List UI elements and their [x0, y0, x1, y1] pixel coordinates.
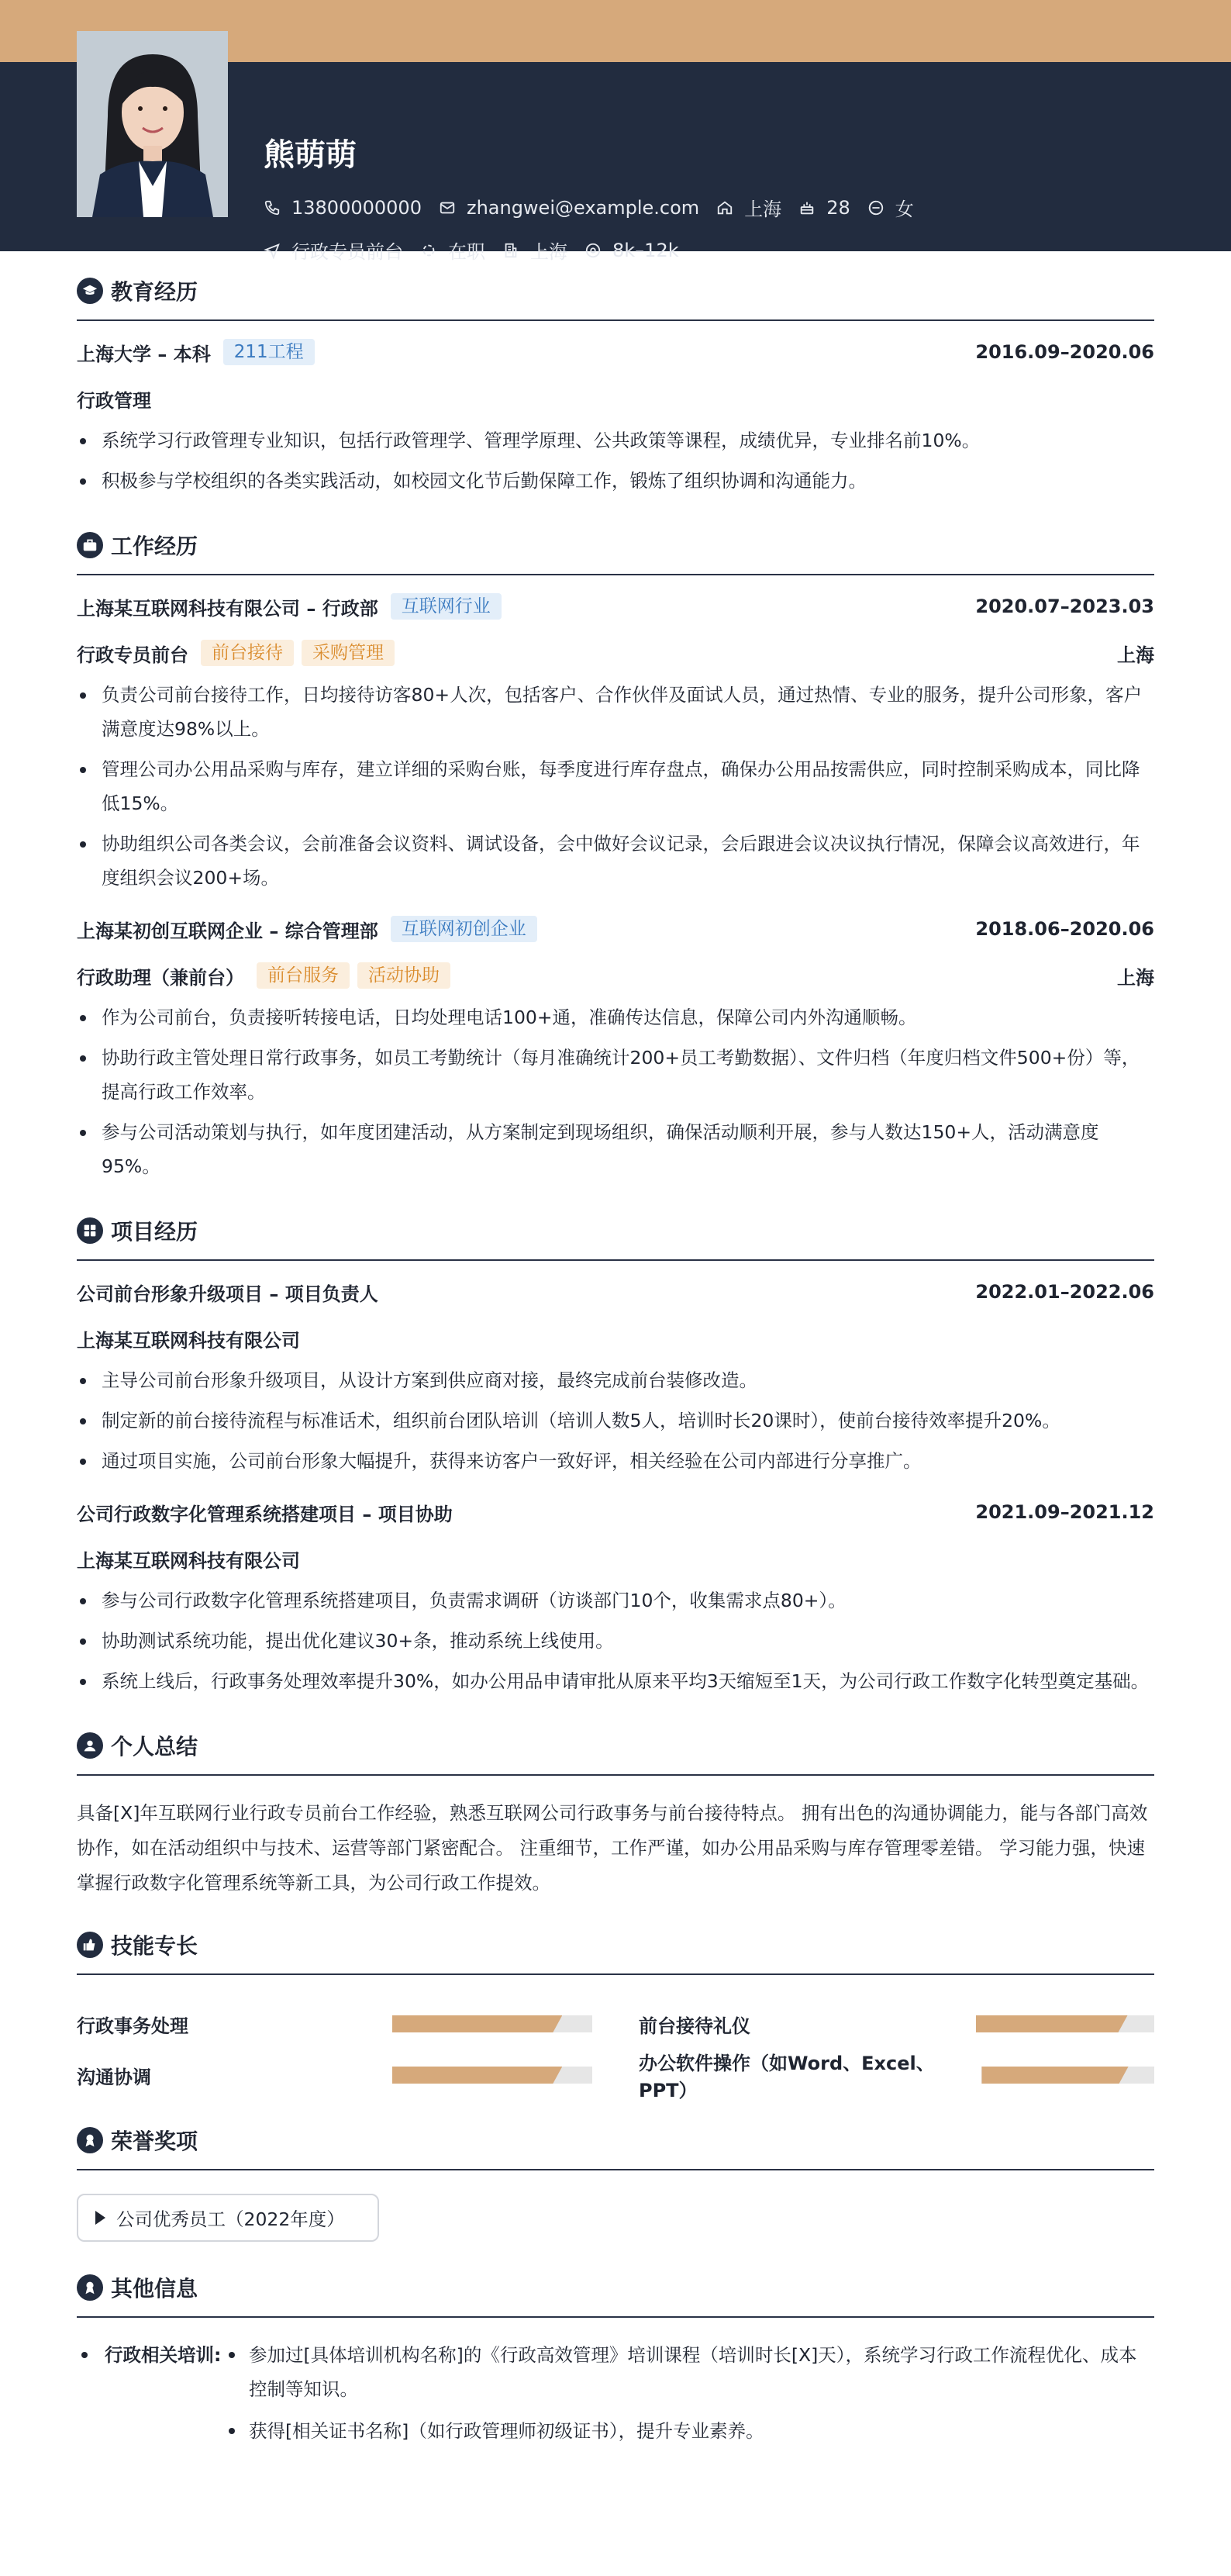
list-item: 协助组织公司各类会议，会前准备会议资料、调试设备，会中做好会议记录，会后跟进会议决议执行情况，保障会议高效进行，年度组织会议200+场。: [77, 827, 1154, 895]
gender-text: 女: [895, 199, 914, 220]
email-item: [439, 197, 699, 219]
list-item: 主导公司前台形象升级项目，从设计方案到供应商对接，最终完成前台装修改造。: [77, 1363, 1154, 1397]
list-item: 系统学习行政管理专业知识，包括行政管理学、管理学原理、公共政策等课程，成绩优异，专业排名前10%。: [77, 423, 1154, 458]
salary-text: 8k–12k: [612, 239, 679, 261]
company-name: 上海某初创互联网企业 – 综合管理部: [77, 920, 378, 942]
expand-triangle-icon: [95, 2211, 105, 2225]
industry-tag: 互联网行业: [391, 593, 502, 620]
role-tag: 前台服务: [257, 962, 350, 989]
project-title-row: [77, 1269, 1154, 1315]
work-city-text: 上海: [530, 241, 567, 263]
skill-bar: [392, 2015, 592, 2032]
skill-item: [77, 1998, 592, 2049]
work-entry: [77, 901, 1154, 1183]
work-role-row: [77, 952, 1154, 999]
work-header: [77, 506, 1154, 575]
project-entry: [77, 1484, 1154, 1698]
education-header: [77, 251, 1154, 321]
section-title: 教育经历: [111, 279, 198, 305]
project-header: [77, 1191, 1154, 1261]
phone-item: [264, 197, 422, 219]
role-tag: 活动协助: [357, 962, 450, 989]
skills-header: [77, 1905, 1154, 1975]
thumbs-up-icon: [77, 1932, 103, 1958]
summary-text: 具备[X]年互联网行业行政专员前台工作经验，熟悉互联网公司行政事务与前台接待特点。 拥有出色的沟通协调能力，能与各部门高效协作，如在活动组织中与技术、运营等部门紧密配合。 注重细节，工作严谨，如办公用品采购与库存管理零差错。 学习能力强，快速掌握行政数字化管理系统等新工具，为公司行政工作提效。: [77, 1802, 1148, 1894]
school-tag: 211工程: [223, 339, 315, 365]
skill-name: 行政事务处理: [77, 2015, 188, 2037]
section-title: 个人总结: [111, 1734, 198, 1759]
skill-name: 前台接待礼仪: [639, 2015, 750, 2037]
other-label: 行政相关培训:: [105, 2344, 222, 2366]
work-entry: [77, 575, 1154, 895]
graduation-cap-icon: [77, 278, 103, 304]
skills-grid: [77, 1975, 1154, 2101]
gender-icon: [867, 199, 884, 216]
work-role-row: [77, 630, 1154, 676]
work-section: [77, 506, 1154, 1183]
role-name: 行政专员前台: [77, 644, 188, 666]
list-item: 参与公司活动策划与执行，如年度团建活动，从方案制定到现场组织，确保活动顺利开展，参与人数达150+人，活动满意度95%。: [77, 1115, 1154, 1183]
skill-bar: [392, 2067, 592, 2084]
avatar-photo: [77, 31, 228, 217]
project-section: [77, 1191, 1154, 1698]
education-date: 2016.09–2020.06: [975, 341, 1154, 363]
project-bullets: [77, 1582, 1154, 1698]
list-item: 协助测试系统功能，提出优化建议30+条，推动系统上线使用。: [77, 1624, 1154, 1658]
work-city: 上海: [1117, 966, 1154, 989]
skill-bar: [976, 2015, 1154, 2032]
skill-item: [639, 2049, 1154, 2101]
summary-section: [77, 1706, 1154, 1905]
candidate-name: 熊萌萌: [264, 137, 357, 173]
list-item: 作为公司前台，负责接听转接电话，日均处理电话100+通，准确传达信息，保障公司内外沟通顺畅。: [77, 1000, 1154, 1034]
project-bullets: [77, 1362, 1154, 1478]
age-text: 28: [826, 196, 850, 219]
education-bullets: [77, 422, 1154, 498]
work-company-row: [77, 906, 1154, 952]
other-list: [224, 2338, 1154, 2456]
other-info-row: [77, 2318, 1154, 2456]
project-org: 上海某互联网科技有限公司: [77, 1549, 300, 1572]
list-item: 协助行政主管处理日常行政事务，如员工考勤统计（每月准确统计200+员工考勤数据）、文件归档（年度归档文件500+份）等，提高行政工作效率。: [77, 1041, 1154, 1109]
skill-bar: [981, 2067, 1154, 2084]
role-tag: 采购管理: [302, 640, 395, 666]
work-bullets: [77, 999, 1154, 1183]
status-text: 在职: [448, 241, 485, 263]
list-item: 系统上线后，行政事务处理效率提升30%，如办公用品申请审批从原来平均3天缩短至1天，为公司行政工作数字化转型奠定基础。: [77, 1664, 1154, 1698]
work-company-row: [77, 583, 1154, 630]
skill-bar-fill: [392, 2015, 562, 2032]
target-job-text: 行政专员前台: [291, 241, 403, 263]
skill-item: [639, 1998, 1154, 2049]
project-date: 2021.09–2021.12: [975, 1501, 1154, 1523]
major-row: [77, 375, 1154, 422]
education-row: [77, 329, 1154, 375]
major-name: 行政管理: [77, 389, 151, 412]
project-org-row: [77, 1535, 1154, 1582]
awards-section: [77, 2101, 1154, 2242]
list-item: 管理公司办公用品采购与库存，建立详细的采购台账，每季度进行库存盘点，确保办公用品按需供应，同时控制采购成本，同比降低15%。: [77, 752, 1154, 820]
contact-row: [264, 194, 931, 221]
skill-bar-fill: [981, 2067, 1128, 2084]
award-text: 公司优秀员工（2022年度）: [116, 2208, 345, 2230]
industry-tag: 互联网初创企业: [391, 916, 537, 942]
cake-icon: [798, 199, 815, 216]
project-org-row: [77, 1315, 1154, 1362]
project-date: 2022.01–2022.06: [975, 1281, 1154, 1303]
section-title: 工作经历: [111, 534, 198, 559]
resume-content: [77, 251, 1154, 2456]
project-title-row: [77, 1489, 1154, 1535]
section-title: 其他信息: [111, 2276, 198, 2301]
project-org: 上海某互联网科技有限公司: [77, 1329, 300, 1352]
skill-bar-fill: [392, 2067, 562, 2084]
gender-item: [867, 194, 914, 221]
phone-icon: [264, 199, 281, 216]
section-title: 项目经历: [111, 1219, 198, 1245]
city-item: [716, 194, 781, 221]
phone-text: 13800000000: [291, 196, 422, 219]
awards-header: [77, 2101, 1154, 2170]
section-title: 荣誉奖项: [111, 2129, 198, 2154]
section-title: 技能专长: [111, 1933, 198, 1959]
age-item: [798, 197, 850, 219]
email-text: zhangwei@example.com: [466, 196, 700, 219]
award-item[interactable]: [77, 2194, 379, 2242]
work-date: 2018.06–2020.06: [975, 918, 1154, 940]
skill-name: 沟通协调: [77, 2066, 151, 2088]
skill-item: [77, 2049, 592, 2101]
skills-section: [77, 1905, 1154, 2101]
project-name: 公司前台形象升级项目 – 项目负责人: [77, 1283, 378, 1305]
company-name: 上海某互联网科技有限公司 – 行政部: [77, 597, 378, 620]
role-tag: 前台接待: [201, 640, 294, 666]
school-name: 上海大学 – 本科: [77, 343, 211, 365]
role-name: 行政助理（兼前台）: [77, 966, 244, 989]
project-entry: [77, 1261, 1154, 1478]
other-section: [77, 2248, 1154, 2456]
mail-icon: [439, 199, 456, 216]
user-icon: [77, 1732, 103, 1759]
work-date: 2020.07–2023.03: [975, 596, 1154, 617]
work-bullets: [77, 676, 1154, 895]
briefcase-icon: [77, 532, 103, 558]
bullet-dot: [81, 2352, 88, 2358]
project-name: 公司行政数字化管理系统搭建项目 – 项目协助: [77, 1503, 453, 1525]
skill-name: 办公软件操作（如Word、Excel、PPT）: [639, 2053, 935, 2101]
education-section: [77, 251, 1154, 498]
list-item: 参与公司行政数字化管理系统搭建项目，负责需求调研（访谈部门10个，收集需求点80+）。: [77, 1583, 1154, 1618]
award-icon: [77, 2127, 103, 2153]
list-item: 通过项目实施，公司前台形象大幅提升，获得来访客户一致好评，相关经验在公司内部进行分享推广。: [77, 1444, 1154, 1478]
list-item: 积极参与学校组织的各类实践活动，如校园文化节后勤保障工作，锻炼了组织协调和沟通能力。: [77, 464, 1154, 498]
list-item: 参加过[具体培训机构名称]的《行政高效管理》培训课程（培训时长[X]天），系统学习行政工作流程优化、成本控制等知识。: [224, 2338, 1154, 2406]
list-item: 获得[相关证书名称]（如行政管理师初级证书），提升专业素养。: [224, 2414, 1154, 2448]
grid-icon: [77, 1217, 103, 1244]
summary-header: [77, 1706, 1154, 1776]
work-city: 上海: [1117, 644, 1154, 666]
skill-bar-fill: [976, 2015, 1128, 2032]
education-entry: [77, 321, 1154, 498]
list-item: 制定新的前台接待流程与标准话术，组织前台团队培训（培训人数5人，培训时长20课时），使前台接待效率提升20%。: [77, 1404, 1154, 1438]
city-text: 上海: [744, 199, 782, 220]
info-icon: [77, 2274, 103, 2301]
list-item: 负责公司前台接待工作，日均接待访客80+人次，包括客户、合作伙伴及面试人员，通过热情、专业的服务，提升公司形象，客户满意度达98%以上。: [77, 678, 1154, 746]
other-header: [77, 2248, 1154, 2318]
home-icon: [716, 199, 733, 216]
